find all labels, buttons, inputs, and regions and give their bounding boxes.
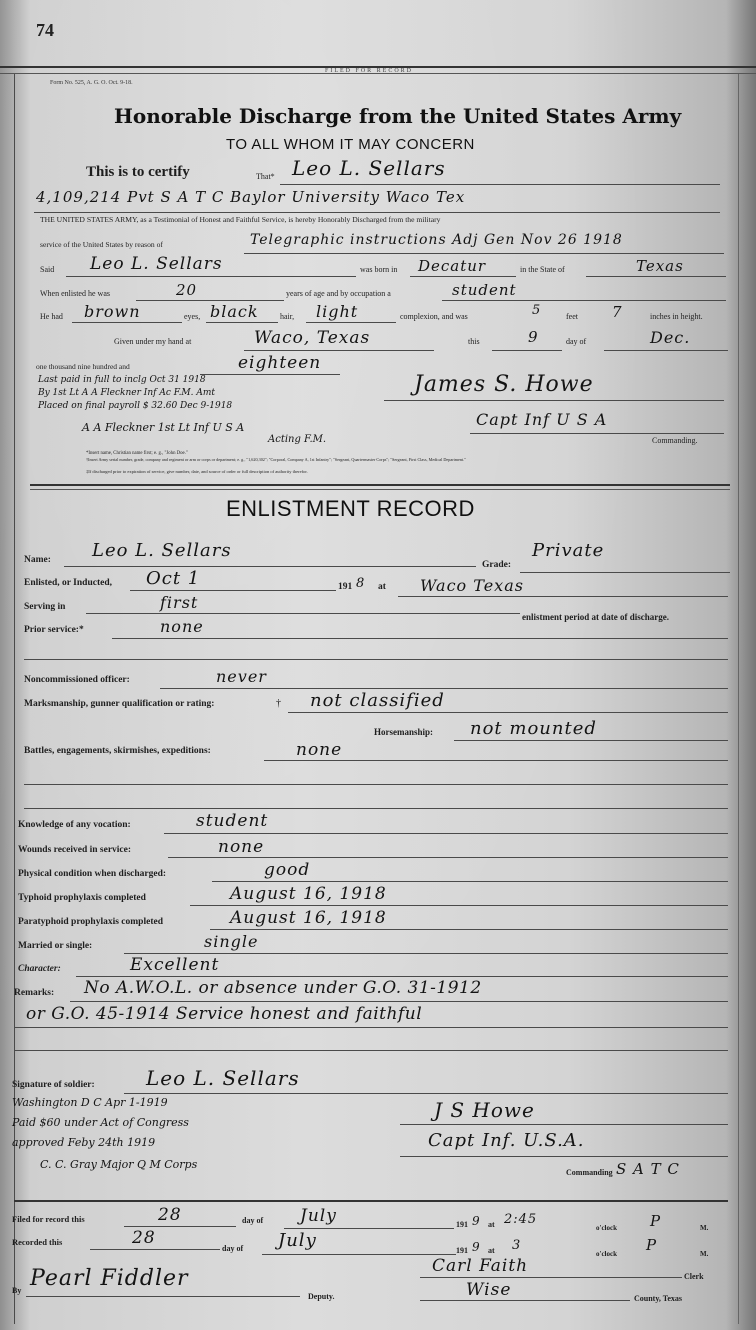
header-stamp: FILED FOR RECORD — [325, 68, 414, 74]
note-1: Last paid in full to inclg Oct 31 1918 — [38, 375, 206, 385]
given-place: Waco, Texas — [254, 328, 371, 348]
battles-label: Battles, engagements, skirmishes, expeditions: — [24, 746, 211, 756]
typhoid-label: Typhoid prophylaxis completed — [18, 893, 146, 903]
character-label: Character: — [18, 964, 61, 974]
eyes: brown — [84, 302, 141, 321]
rule — [454, 740, 728, 741]
rule — [14, 1050, 728, 1051]
prior-label: Prior service:* — [24, 625, 84, 635]
serving: first — [160, 593, 199, 612]
rule — [520, 572, 730, 573]
rule — [76, 976, 728, 977]
day: 9 — [528, 328, 539, 346]
physical-label: Physical condition when discharged: — [18, 869, 167, 879]
note-3: Placed on final payroll $ 32.60 Dec 9-1918 — [38, 401, 233, 411]
feet-label: feet — [566, 312, 578, 321]
rule — [492, 350, 562, 351]
rule — [244, 253, 724, 254]
enlisted-place: Waco Texas — [420, 576, 524, 595]
month: Dec. — [650, 328, 691, 347]
physical: good — [264, 860, 311, 880]
filed-day: 28 — [158, 1205, 182, 1225]
filed-ampm: P — [650, 1212, 662, 1230]
right-border — [738, 74, 739, 1324]
rule — [70, 1001, 728, 1002]
serving-suffix: enlistment period at date of discharge. — [522, 612, 669, 622]
grade: Private — [532, 540, 605, 561]
rule — [200, 374, 340, 375]
born-in: Decatur — [418, 257, 487, 275]
enlisted-label: Enlisted, or Inducted, — [24, 578, 112, 588]
rule — [168, 857, 728, 858]
pay-note-2: Paid $60 under Act of Congress — [12, 1116, 189, 1129]
officer-title: Capt Inf. U.S.A. — [428, 1130, 585, 1151]
pay-note-1: Washington D C Apr 1-1919 — [12, 1096, 168, 1109]
commanding-unit: S A T C — [616, 1160, 680, 1178]
recorded-day-of-label: day of — [222, 1244, 244, 1253]
county: Wise — [466, 1280, 512, 1300]
said-label: Said — [40, 265, 55, 274]
rule — [442, 300, 726, 301]
remarks-2: or G.O. 45-1914 Service honest and faithful — [26, 1004, 423, 1024]
rule — [86, 613, 520, 614]
given-label: Given under my hand at — [114, 337, 192, 346]
filed-at-label: at — [488, 1220, 495, 1229]
remarks-1: No A.W.O.L. or absence under G.O. 31-1912 — [84, 978, 482, 998]
rule — [264, 760, 728, 761]
recorded-oclock-label: o'clock — [596, 1250, 617, 1258]
grade-label: Grade: — [482, 560, 512, 570]
rule — [26, 1296, 300, 1297]
rule — [206, 322, 278, 323]
age: 20 — [176, 281, 198, 299]
marks-label: Marksmanship, gunner qualification or rating: — [24, 699, 215, 709]
soldier-signature: Leo L. Sellars — [146, 1066, 300, 1090]
wounds-label: Wounds received in service: — [18, 845, 132, 855]
recorded-label: Recorded this — [12, 1237, 63, 1247]
horse-label: Horsemanship: — [374, 727, 434, 737]
recorded-at-label: at — [488, 1246, 495, 1255]
rule — [66, 276, 356, 277]
record-divider — [14, 1200, 728, 1202]
filed-time: 2:45 — [504, 1212, 538, 1227]
paratyphoid-label: Paratyphoid prophylaxis completed — [18, 917, 163, 927]
rule — [398, 596, 728, 597]
pay-note-3: approved Feby 24th 1919 — [12, 1136, 156, 1149]
state: Texas — [636, 257, 684, 275]
born-in-label: was born in — [360, 265, 398, 274]
state-label: in the State of — [520, 265, 565, 274]
height-feet: 5 — [532, 303, 542, 318]
rule — [262, 1254, 456, 1255]
height-inches: 7 — [612, 303, 623, 321]
rule — [288, 712, 728, 713]
rule — [130, 590, 336, 591]
rule — [24, 784, 728, 785]
rule — [124, 1093, 728, 1094]
rule — [190, 905, 728, 906]
paratyphoid: August 16, 1918 — [230, 908, 387, 928]
note-5: Acting F.M. — [268, 434, 327, 445]
rule — [164, 833, 728, 834]
filed-year: 9 — [472, 1214, 481, 1228]
character: Excellent — [130, 955, 220, 975]
by-label: By — [12, 1286, 22, 1295]
recorded-ampm: P — [646, 1236, 658, 1254]
clerk-label: Clerk — [684, 1272, 704, 1281]
footnote-3: ‡If discharged prior to expiration of service, give number, date, and source of order or full description of authority therefor. — [86, 469, 308, 474]
officer-signature: J S Howe — [434, 1098, 535, 1122]
recorded-day: 28 — [132, 1228, 156, 1248]
deputy-signature: Pearl Fiddler — [30, 1266, 189, 1291]
discharge-title: Honorable Discharge from the United States Army — [114, 104, 682, 128]
page-number: 74 — [36, 20, 54, 40]
section-divider — [30, 484, 730, 486]
filed-month: July — [300, 1206, 337, 1226]
recorded-time: 3 — [512, 1238, 522, 1253]
note-4: A A Fleckner 1st Lt Inf U S A — [82, 421, 245, 434]
rule — [420, 1277, 682, 1278]
occupation: student — [452, 281, 517, 299]
serving-label: Serving in — [24, 602, 66, 612]
name: Leo L. Sellars — [92, 540, 232, 561]
age-suffix: years of age and by occupation a — [286, 289, 391, 298]
pay-note-4: C. C. Gray Major Q M Corps — [40, 1158, 198, 1171]
rule — [586, 276, 726, 277]
rule — [124, 1226, 236, 1227]
complexion: light — [316, 302, 359, 321]
remarks-label: Remarks: — [14, 988, 55, 998]
rule — [410, 276, 516, 277]
rule — [124, 953, 728, 954]
name-label: Name: — [24, 555, 51, 565]
rule — [306, 322, 396, 323]
nco-label: Noncommissioned officer: — [24, 675, 130, 685]
commanding-label: Commanding. — [652, 436, 698, 445]
service-number-unit: 4,109,214 Pvt S A T C Baylor University Waco Tex — [36, 188, 466, 206]
rule — [420, 1300, 630, 1301]
clerk-signature: Carl Faith — [432, 1256, 529, 1276]
body-text: THE UNITED STATES ARMY, as a Testimonial of Honest and Faithful Service, is hereby Honorably Discharged from the military — [40, 215, 441, 224]
rule — [112, 638, 728, 639]
recorded-year-label: 191 — [456, 1246, 468, 1255]
service-reason-label: service of the United States by reason of — [40, 240, 163, 249]
commanding-label-2: Commanding — [566, 1168, 613, 1177]
battles: none — [296, 740, 343, 760]
complexion-label: complexion, and was — [400, 312, 468, 321]
rule — [34, 212, 720, 213]
married-label: Married or single: — [18, 941, 93, 951]
rule — [90, 1249, 220, 1250]
inches-label: inches in height. — [650, 312, 703, 321]
soldier-sig-label: Signature of soldier: — [12, 1080, 95, 1090]
said-name: Leo L. Sellars — [90, 254, 223, 274]
rule — [604, 350, 728, 351]
prior: none — [160, 617, 204, 636]
rule — [64, 566, 476, 567]
hair-label: hair, — [280, 312, 295, 321]
filed-year-label: 191 — [456, 1220, 468, 1229]
that-label: That* — [256, 172, 275, 181]
enlisted-date: Oct 1 — [146, 568, 201, 589]
rule — [72, 322, 182, 323]
enlisted-age-label: When enlisted he was — [40, 289, 110, 298]
marks-mark: † — [276, 698, 281, 709]
vocation-label: Knowledge of any vocation: — [18, 820, 131, 830]
recorded-month: July — [278, 1230, 317, 1251]
commander-title: Capt Inf U S A — [476, 410, 608, 429]
this-label: this — [468, 337, 480, 346]
deputy-label: Deputy. — [308, 1292, 335, 1301]
rule — [210, 929, 728, 930]
year-label: one thousand nine hundred and — [36, 362, 130, 371]
form-number: Form No. 525, A. G. O. Oct. 9-18. — [50, 80, 133, 86]
rule — [470, 433, 724, 434]
rule — [400, 1124, 728, 1125]
at-label: at — [378, 582, 386, 592]
rule — [284, 1228, 454, 1229]
enlistment-title: ENLISTMENT RECORD — [226, 496, 475, 521]
rule — [280, 184, 720, 185]
rule — [160, 688, 728, 689]
certify-label: This is to certify — [86, 164, 190, 180]
recorded-year: 9 — [472, 1240, 481, 1254]
commander-signature: James S. Howe — [414, 372, 594, 397]
filed-m-label: M. — [700, 1224, 709, 1232]
rule — [14, 1027, 728, 1028]
married: single — [204, 932, 259, 951]
enlisted-year-label: 191 — [338, 582, 353, 592]
rule — [400, 1156, 728, 1157]
footnote-2: †Insert Army serial number, grade, company and regiment or arm or corps or department; e. g., "1,620,302"; "Corporal, Company A, 1st Infantry"; "Sergeant, Quartermaster Corps"; "Sergeant, First Class, Medical Department." — [86, 457, 466, 462]
section-divider-2 — [30, 489, 730, 490]
note-2: By 1st Lt A A Fleckner Inf Ac F.M. Amt — [38, 388, 216, 398]
vocation: student — [196, 811, 269, 831]
rule — [24, 659, 728, 660]
year: eighteen — [238, 353, 322, 373]
service-reason: Telegraphic instructions Adj Gen Nov 26 1918 — [250, 232, 623, 248]
horse: not mounted — [470, 718, 597, 739]
had-label: He had — [40, 312, 63, 321]
rule — [24, 808, 728, 809]
soldier-name: Leo L. Sellars — [292, 156, 446, 180]
day-of-label: day of — [566, 337, 587, 346]
hair: black — [210, 302, 259, 321]
filed-oclock-label: o'clock — [596, 1224, 617, 1232]
nco: never — [216, 667, 267, 686]
typhoid: August 16, 1918 — [230, 884, 387, 904]
rule — [384, 400, 724, 401]
eyes-label: eyes, — [184, 312, 201, 321]
recorded-m-label: M. — [700, 1250, 709, 1258]
filed-day-of-label: day of — [242, 1216, 264, 1225]
filed-label: Filed for record this — [12, 1214, 85, 1224]
discharge-subtitle: TO ALL WHOM IT MAY CONCERN — [226, 136, 475, 153]
county-label: County, Texas — [634, 1294, 683, 1303]
rule — [136, 300, 284, 301]
marks: not classified — [310, 690, 445, 711]
wounds: none — [218, 837, 265, 857]
rule — [212, 881, 728, 882]
rule — [244, 350, 434, 351]
enlisted-year: 8 — [356, 576, 366, 591]
footnote-1: *Insert name, Christian name first; e. g., "John Doe." — [86, 451, 188, 456]
